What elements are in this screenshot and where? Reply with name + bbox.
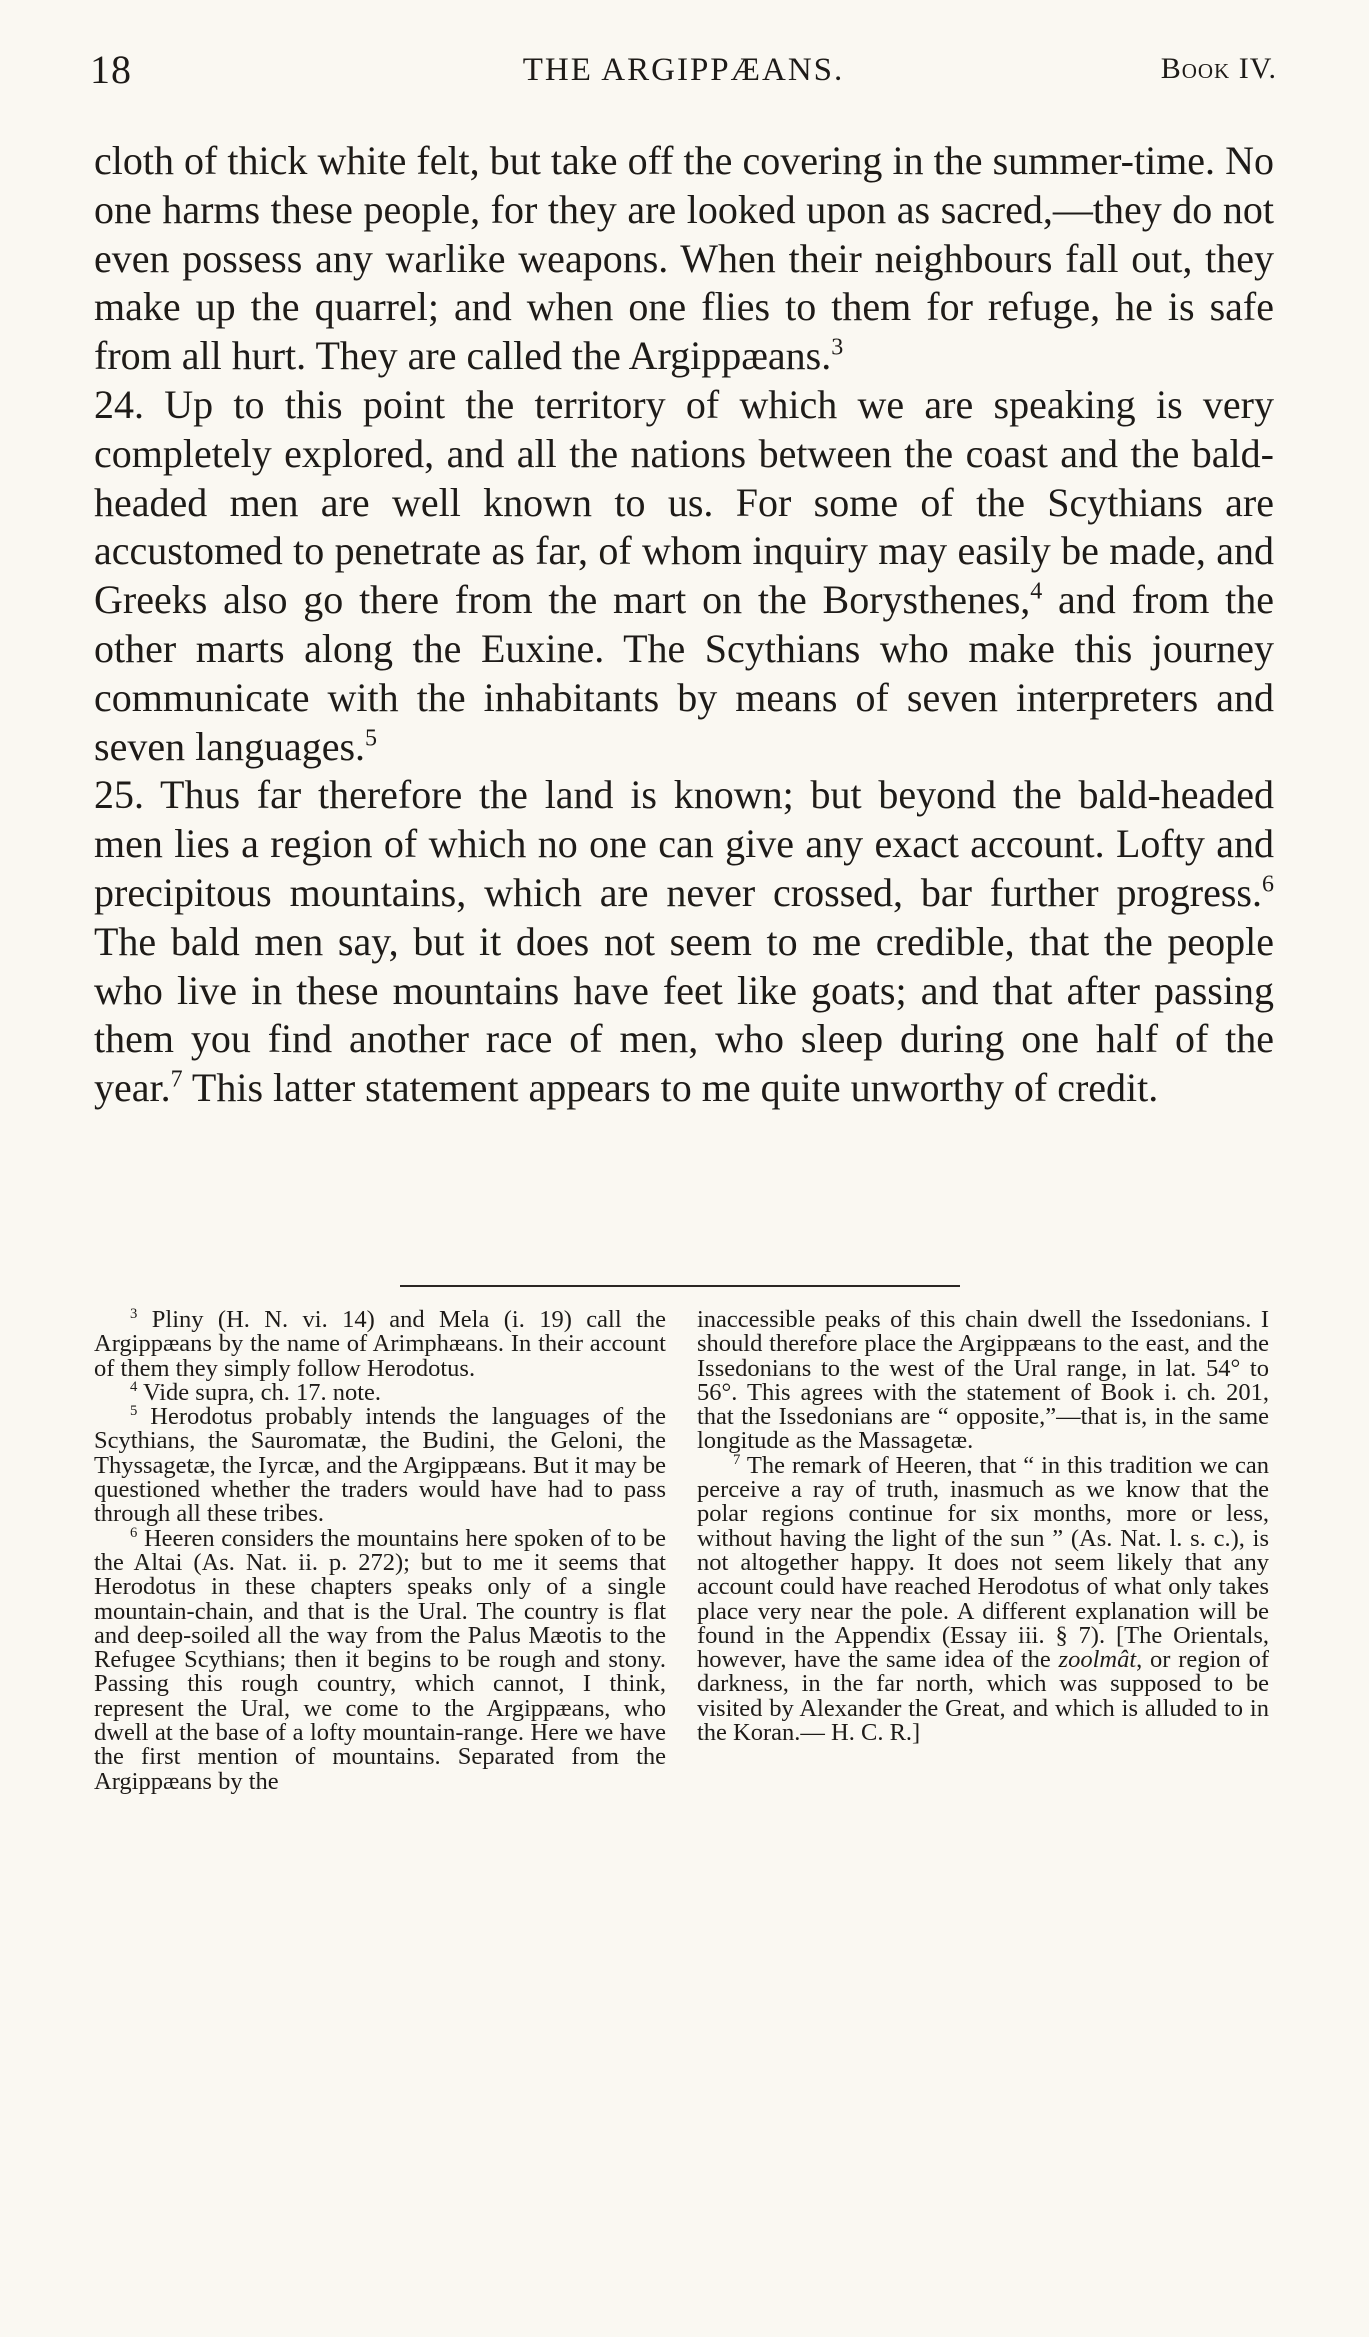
footnote-3 [94,1305,667,1382]
paragraph-1-text: cloth of thick white felt, but take off the covering in the summer-time. No one harms these people, for they are looked upon as sacred,—they do not even possess any warlike weapons. When their neighbours fall out, they make up the quarrel; and when one flies to them for refuge, he is safe from all hurt. They are called the Argippæans. [94,138,1274,379]
footnote-7 [697,1451,1269,1747]
footnotes-right-column [697,1308,1269,1745]
book-label: Book IV. [1160,52,1277,85]
footnote-ref-3: 3 [831,334,844,361]
footnote-6-continued: inaccessible peaks of this chain dwell the Issedonians. I should therefore place the Argippæans to the east, and the Issedonians to the west of the Ural range, in lat. 54° to 56°. This agrees with the statement of Book i. ch. 201, that the Issedonians are “ opposite,”—that is, in the same longitude as the Massagetæ. [697,1306,1269,1455]
footnote-text: Heeren considers the mountains here spoken of to be the Altai (As. Nat. ii. p. 272); but to me it seems that Herodotus in these chapters speaks only of a single mountain-chain, and that is the Ural. The country is flat and deep-soiled all the way from the Palus Mæotis to the Refugee Scythians; then it begins to be rough and stony. Passing this rough country, which cannot, I think, represent the Ural, we come to the Argippæans, who dwell at the base of a lofty mountain-range. Here we have the first mention of mountains. Separated from the Argippæans by the [94,1524,667,1795]
footnote-divider [400,1285,960,1287]
page-number: 18 [90,47,132,92]
footnote-ref-5: 5 [365,725,378,752]
footnotes-left-column [94,1305,667,1795]
footnote-text-b: , or region of darkness, in the far north, which was supposed to be visited by Alexander the Great, and which is alluded to in the Koran.— H. C. R.] [697,1646,1269,1747]
footnote-number: 5 [130,1403,138,1420]
footnote-number: 6 [130,1524,138,1541]
footnote-text-a: The remark of Heeren, that “ in this tradition we can perceive a ray of truth, inasmuch as we know that the polar regions continue for six months, more or less, without having the light of the sun ” (As. Nat. l. s. c.), is not altogether happy. It does not seem likely that any account could have reached Herodotus of what only takes place very near the pole. A different explanation will be found in the Appendix (Essay iii. § 7). [The Orientals, however, have the same idea of the [697,1451,1269,1674]
paragraph-24-text-a: 24. Up to this point the territory of which we are speaking is very completely explored, and all the nations between the coast and the bald-headed men are well known to us. For some of the Scythians are accustomed to penetrate as far, of whom inquiry may easily be made, and Greeks also go there from the mart on the Borysthenes, [94,381,1274,623]
paragraph-25-text-c: This latter statement appears to me quite unworthy of credit. [182,1065,1159,1111]
main-text [94,137,1274,1113]
paragraph-24 [94,381,1274,771]
footnote-italic-term: zoolmât [1058,1646,1137,1674]
footnote-text: Vide supra, ch. 17. note. [143,1378,382,1406]
footnote-ref-4: 4 [1030,578,1043,605]
footnote-6 [94,1524,667,1795]
footnote-text: Herodotus probably intends the languages of the Scythians, the Sauromatæ, the Budini, the Geloni, the Thyssagetæ, the Iyrcæ, and the Argippæans. But it may be questioned whether the traders would have had to pass through all these tribes. [94,1403,667,1528]
footnote-ref-7: 7 [170,1066,183,1093]
footnote-5 [94,1405,666,1526]
footnote-number: 7 [733,1451,741,1468]
paragraph-25-text-b: The bald men say, but it does not seem to me credible, that the people who live in these mountains have feet like goats; and that after passing them you find another race of men, who sleep during one half of the year. [94,918,1274,1111]
paragraph-24-text-b: and from the other marts along the Euxine. The Scythians who make this journey communicate with the inhabitants by means of seven interpreters and seven languages. [94,577,1274,769]
footnote-ref-6: 6 [1262,871,1274,898]
footnote-number: 3 [130,1305,138,1322]
footnote-number: 4 [130,1378,138,1395]
paragraph-1 [94,137,1274,381]
paragraph-25-text-a: 25. Thus far therefore the land is known; but beyond the bald-headed men lies a region of which no one can give any exact account. Lofty and precipitous mountains, which are never crossed, bar further progress. [94,772,1274,915]
footnote-text: Pliny (H. N. vi. 14) and Mela (i. 19) call the Argippæans by the name of Arimphæans. In their account of them they simply follow Herodotus. [94,1306,667,1382]
running-header [90,46,1277,106]
footnote-4 [94,1378,666,1406]
paragraph-25 [94,771,1274,1113]
running-title: THE ARGIPPÆANS. [522,52,845,88]
